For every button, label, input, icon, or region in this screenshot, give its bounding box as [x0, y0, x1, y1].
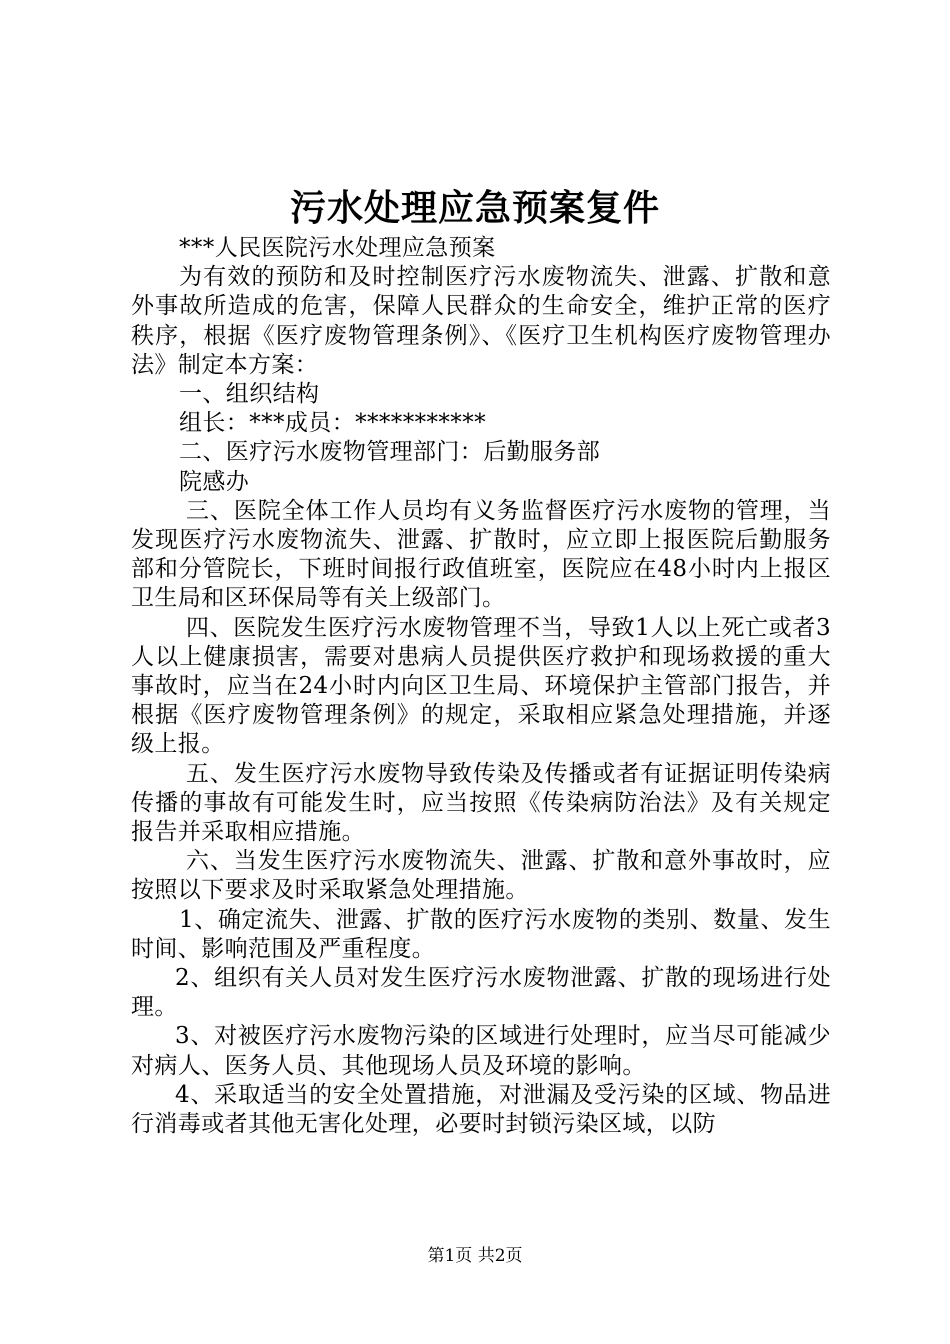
- list-item-3: 3、对被医疗污水废物污染的区域进行处理时，应当尽可能减少对病人、医务人员、其他现场人员及环境的影响。: [131, 1023, 831, 1079]
- document-subtitle: ***人民医院污水处理应急预案: [179, 235, 496, 261]
- paragraph-section-6: 六、当发生医疗污水废物流失、泄露、扩散和意外事故时，应按照以下要求及时采取紧急处理措施。: [131, 848, 831, 904]
- document-title: 污水处理应急预案复件: [289, 188, 660, 229]
- section-heading-organization: 一、组织结构: [179, 381, 320, 408]
- list-item-1: 1、确定流失、泄露、扩散的医疗污水废物的类别、数量、发生时间、影响范围及严重程度。: [131, 906, 831, 962]
- paragraph-section-3: 三、医院全体工作人员均有义务监督医疗污水废物的管理，当发现医疗污水废物流失、泄露、扩散时，应立即上报医院后勤服务部和分管院长，下班时间报行政值班室，医院应在48小时内上报区卫生局和区环保局等有关上级部门。: [131, 497, 831, 612]
- paragraph-infection-office: 院感办: [179, 468, 250, 495]
- page-number-footer: 第1页 共2页: [427, 1246, 523, 1266]
- document-body: [131, 234, 831, 1139]
- paragraph-section-4: 四、医院发生医疗污水废物管理不当，导致1人以上死亡或者3人以上健康损害，需要对患病人员提供医疗救护和现场救援的重大事故时，应当在24小时内向区卫生局、环境保护主管部门报告，并根据《医疗废物管理条例》的规定，采取相应紧急处理措施，并逐级上报。: [131, 614, 831, 758]
- paragraph-members: 组长：***成员：***********: [179, 410, 486, 437]
- paragraph-section-5: 五、发生医疗污水废物导致传染及传播或者有证据证明传染病传播的事故有可能发生时，应当按照《传染病防治法》及有关规定报告并采取相应措施。: [131, 760, 831, 846]
- list-item-4: 4、采取适当的安全处置措施，对泄漏及受污染的区域、物品进行消毒或者其他无害化处理，必要时封锁污染区域，以防: [131, 1081, 831, 1138]
- section-heading-department: 二、医疗污水废物管理部门：后勤服务部: [179, 439, 601, 466]
- paragraph-intro: 为有效的预防和及时控制医疗污水废物流失、泄露、扩散和意外事故所造成的危害，保障人民群众的生命安全，维护正常的医疗秩序，根据《医疗废物管理条例》、《医疗卫生机构医疗废物管理办法》制定本方案：: [131, 264, 831, 378]
- list-item-2: 2、组织有关人员对发生医疗污水废物泄露、扩散的现场进行处理。: [131, 965, 831, 1021]
